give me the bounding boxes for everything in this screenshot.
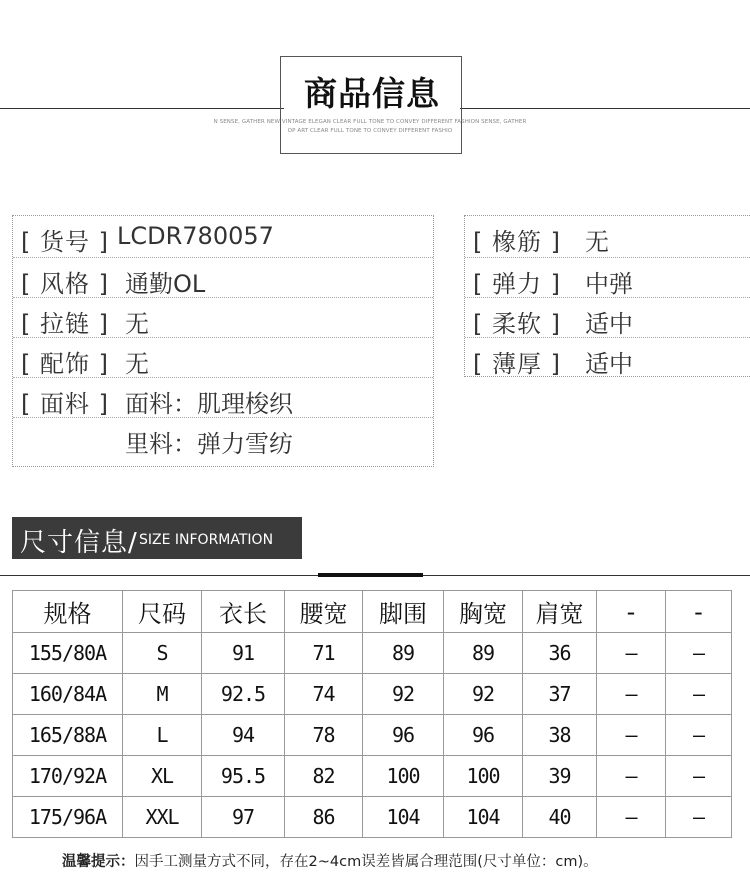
- header-cell: 肩宽: [523, 591, 597, 633]
- table-cell: 37: [523, 674, 597, 715]
- table-row: [13, 715, 732, 756]
- measurement-note: [62, 850, 598, 871]
- table-cell: 78: [285, 715, 363, 756]
- table-cell: XL: [123, 756, 202, 797]
- spec-label: [ 弹力 ]: [473, 270, 561, 298]
- spec-label: [ 风格 ]: [21, 270, 109, 298]
- table-cell: 89: [363, 633, 444, 674]
- table-cell: –: [597, 797, 666, 838]
- header-cell: 规格: [13, 591, 123, 633]
- table-cell: 104: [444, 797, 523, 838]
- table-cell: XXL: [123, 797, 202, 838]
- spec-row: [13, 378, 433, 418]
- table-cell: 104: [363, 797, 444, 838]
- spec-label: [ 薄厚 ]: [473, 350, 561, 378]
- table-row: [13, 674, 732, 715]
- header-cell: 衣长: [202, 591, 285, 633]
- spec-value: 中弹: [585, 270, 633, 298]
- header-cell: 胸宽: [444, 591, 523, 633]
- table-cell: 36: [523, 633, 597, 674]
- table-cell: 170/92A: [13, 756, 123, 797]
- table-cell: 89: [444, 633, 523, 674]
- table-cell: 100: [444, 756, 523, 797]
- table-cell: 94: [202, 715, 285, 756]
- table-cell: 91: [202, 633, 285, 674]
- table-cell: 96: [363, 715, 444, 756]
- spec-label: [ 配饰 ]: [21, 350, 109, 378]
- table-cell: –: [666, 633, 732, 674]
- size-section-title: 尺寸信息/: [20, 528, 138, 558]
- table-cell: 86: [285, 797, 363, 838]
- table-cell: 92.5: [202, 674, 285, 715]
- table-cell: 92: [363, 674, 444, 715]
- table-cell: 39: [523, 756, 597, 797]
- size-section-subtitle: SIZE INFORMATION: [139, 532, 274, 548]
- header-cell: -: [666, 591, 732, 633]
- size-table: [12, 590, 732, 838]
- spec-value: LCDR780057: [117, 222, 274, 250]
- table-cell: 95.5: [202, 756, 285, 797]
- table-cell: 175/96A: [13, 797, 123, 838]
- spec-row: [465, 258, 750, 298]
- spec-value: 无: [125, 350, 149, 378]
- spec-row: [13, 418, 433, 466]
- spec-table-right: [464, 215, 750, 377]
- table-cell: 40: [523, 797, 597, 838]
- subtitle: [205, 118, 535, 136]
- header-cell: 脚围: [363, 591, 444, 633]
- table-cell: 96: [444, 715, 523, 756]
- table-cell: –: [597, 674, 666, 715]
- table-cell: 71: [285, 633, 363, 674]
- table-cell: S: [123, 633, 202, 674]
- table-cell: 92: [444, 674, 523, 715]
- note-text: 因手工测量方式不同，存在2~4cm误差皆属合理范围(尺寸单位：cm)。: [134, 854, 598, 870]
- table-cell: 100: [363, 756, 444, 797]
- table-cell: 82: [285, 756, 363, 797]
- header-cell: -: [597, 591, 666, 633]
- table-cell: 155/80A: [13, 633, 123, 674]
- spec-label: [ 货号 ]: [21, 228, 109, 256]
- subtitle-line-2: OP ART CLEAR FULL TONE TO CONVEY DIFFERENT FASHIO: [287, 128, 453, 134]
- table-cell: 38: [523, 715, 597, 756]
- spec-row: [465, 338, 750, 377]
- spec-value: 通勤OL: [125, 270, 206, 298]
- note-label: 温馨提示：: [62, 854, 135, 870]
- spec-row: [465, 298, 750, 338]
- table-cell: –: [597, 715, 666, 756]
- spec-label: [ 拉链 ]: [21, 310, 109, 338]
- table-cell: M: [123, 674, 202, 715]
- table-cell: –: [597, 633, 666, 674]
- size-section-accent-bar: [318, 573, 423, 577]
- table-row: [13, 633, 732, 674]
- table-cell: 165/88A: [13, 715, 123, 756]
- size-table-header-row: [13, 591, 732, 633]
- spec-value: 里料：弹力雪纺: [125, 430, 293, 458]
- spec-value: 无: [125, 310, 149, 338]
- spec-row: [13, 338, 433, 378]
- header-cell: 尺码: [123, 591, 202, 633]
- table-cell: L: [123, 715, 202, 756]
- spec-value: 适中: [585, 350, 633, 378]
- table-cell: 97: [202, 797, 285, 838]
- table-row: [13, 797, 732, 838]
- table-cell: –: [597, 756, 666, 797]
- spec-table-left: [12, 215, 434, 467]
- header-cell: 腰宽: [285, 591, 363, 633]
- table-cell: –: [666, 715, 732, 756]
- spec-row: [13, 258, 433, 298]
- spec-value: 面料：肌理梭织: [125, 390, 293, 418]
- spec-value: 无: [585, 228, 609, 256]
- table-cell: –: [666, 674, 732, 715]
- size-section-banner: [12, 517, 302, 559]
- spec-row: [13, 216, 433, 258]
- spec-row: [13, 298, 433, 338]
- table-cell: 74: [285, 674, 363, 715]
- subtitle-line-1: N SENSE, GATHER NEW VINTAGE ELEGAN CLEAR FULL TONE TO CONVEY DIFFERENT FASHION SENSE, GATHER: [213, 119, 527, 125]
- page-title: 商品信息: [304, 74, 440, 113]
- table-row: [13, 756, 732, 797]
- spec-value: 适中: [585, 310, 633, 338]
- table-cell: 160/84A: [13, 674, 123, 715]
- spec-label: [ 橡筋 ]: [473, 228, 561, 256]
- spec-label: [ 面料 ]: [21, 390, 109, 418]
- spec-label: [ 柔软 ]: [473, 310, 561, 338]
- spec-row: [465, 216, 750, 258]
- table-cell: –: [666, 756, 732, 797]
- table-cell: –: [666, 797, 732, 838]
